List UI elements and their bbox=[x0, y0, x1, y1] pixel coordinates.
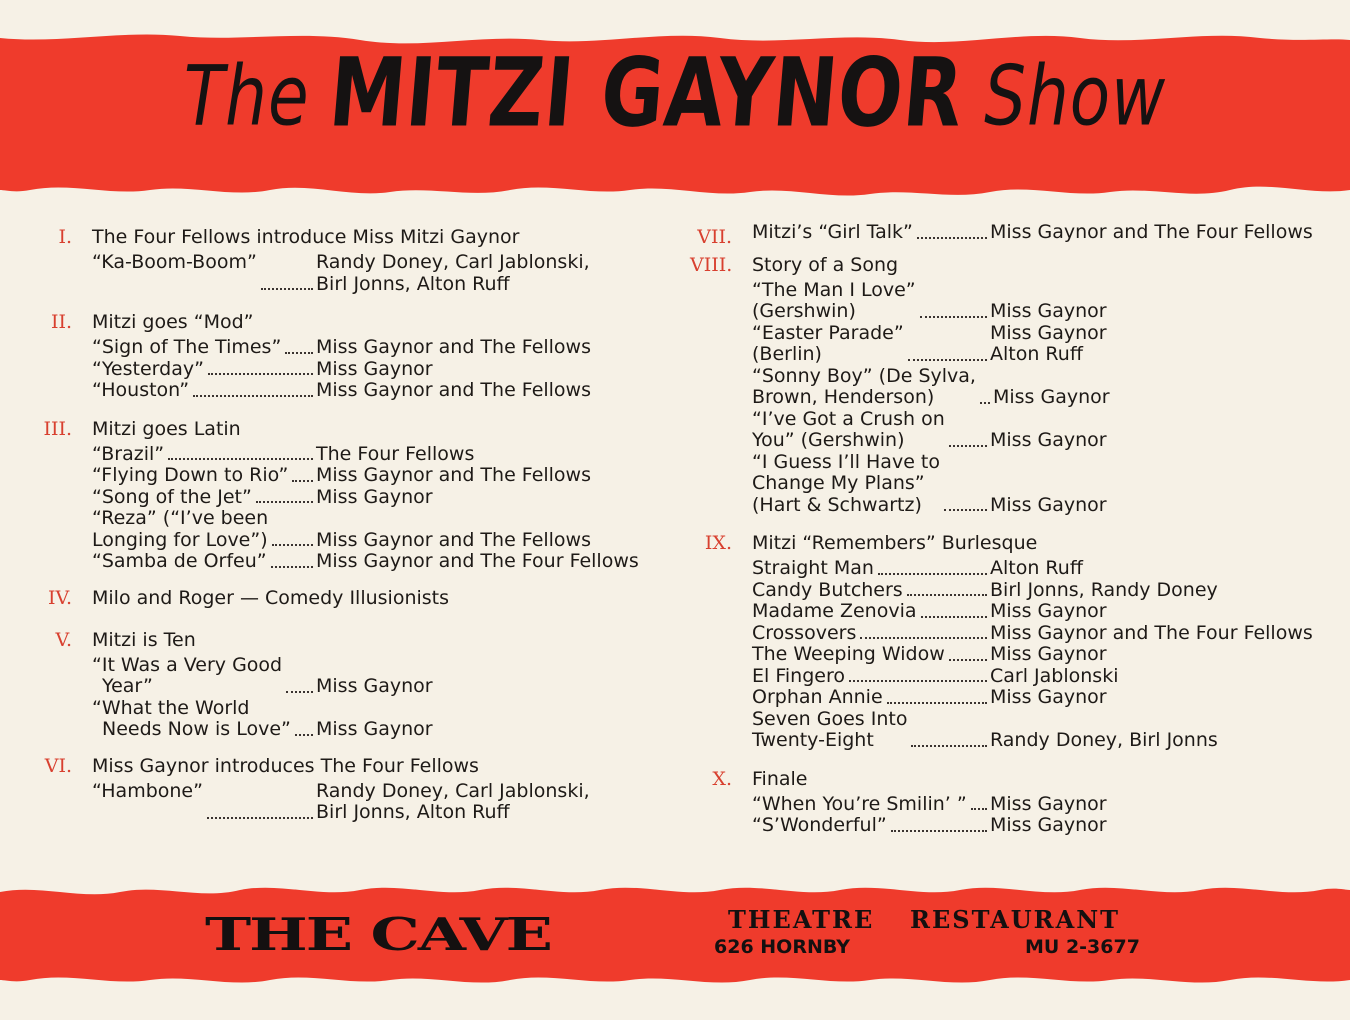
performer bbox=[316, 719, 660, 741]
section-numeral: X. bbox=[712, 767, 732, 790]
performer bbox=[990, 623, 1330, 645]
performer bbox=[316, 676, 660, 698]
program-entry bbox=[690, 280, 1330, 323]
dot-leader bbox=[891, 815, 987, 832]
song-line: “Easter Parade” bbox=[752, 321, 904, 344]
program-entry bbox=[690, 601, 1330, 623]
song-line: “I’ve Got a Crush on bbox=[752, 407, 945, 430]
song-title bbox=[752, 280, 916, 323]
song-line: “What the World bbox=[92, 696, 250, 719]
performer-line: Miss Gaynor and The Fellows bbox=[316, 528, 591, 551]
dot-leader bbox=[949, 644, 987, 661]
song-line: “I Guess I’ll Have to bbox=[752, 450, 940, 473]
bottom-red-banner bbox=[0, 888, 1350, 983]
performer-line: Miss Gaynor and The Fellows bbox=[316, 379, 591, 401]
performer bbox=[990, 815, 1330, 837]
performer bbox=[316, 465, 660, 487]
song-line: (Hart & Schwartz) bbox=[752, 493, 922, 516]
dot-leader bbox=[295, 698, 313, 736]
performer-line: The Four Fellows bbox=[316, 442, 475, 465]
performer-line: Alton Ruff bbox=[990, 343, 1083, 365]
song-title bbox=[752, 366, 976, 409]
program-entry bbox=[30, 337, 660, 359]
program-entry bbox=[690, 222, 1330, 244]
song-title bbox=[752, 644, 945, 666]
program-entry bbox=[30, 465, 660, 487]
song-title bbox=[92, 252, 257, 295]
song-line: “Reza” (“I’ve been bbox=[92, 507, 269, 529]
program-entry bbox=[690, 452, 1330, 517]
dot-leader bbox=[920, 280, 987, 318]
program-entry bbox=[690, 580, 1330, 602]
performer-line: Miss Gaynor bbox=[316, 675, 433, 697]
performer-line: Birl Jonns, Randy Doney bbox=[990, 578, 1218, 601]
performer-line: Miss Gaynor and The Fellows bbox=[316, 464, 591, 486]
dot-leader bbox=[285, 337, 313, 354]
song-line: (Gershwin) bbox=[752, 300, 856, 322]
dot-leader bbox=[208, 359, 313, 376]
section-header bbox=[690, 528, 1330, 558]
performer-line: Miss Gaynor bbox=[990, 321, 1107, 344]
song-line: Candy Butchers bbox=[752, 578, 903, 601]
dot-leader bbox=[944, 452, 987, 512]
song-line: Needs Now is Love” bbox=[102, 718, 291, 740]
song-title bbox=[752, 580, 903, 602]
performer-line: Randy Doney, Carl Jablonski, bbox=[316, 251, 590, 273]
footer-address: 626 HORNBY bbox=[714, 936, 851, 958]
section-header bbox=[690, 764, 1330, 794]
program-entry bbox=[690, 794, 1330, 816]
performer-line: Miss Gaynor bbox=[316, 718, 433, 740]
dot-leader bbox=[286, 655, 313, 693]
title-show: Show bbox=[984, 48, 1167, 145]
song-line: “The Man I Love” bbox=[752, 278, 916, 301]
program-entry bbox=[30, 380, 660, 402]
song-title bbox=[92, 337, 281, 359]
song-title bbox=[752, 666, 845, 688]
program-entry bbox=[30, 252, 660, 295]
section-title: Miss Gaynor introduces The Four Fellows bbox=[92, 754, 479, 777]
dot-leader bbox=[292, 465, 313, 482]
song-line: “Song of the Jet” bbox=[92, 485, 252, 508]
venue-logo: THE CAVE bbox=[205, 908, 551, 961]
performer bbox=[990, 794, 1330, 816]
program-entry bbox=[690, 623, 1330, 645]
performer-line: Carl Jablonski bbox=[990, 664, 1119, 687]
performer-line: Randy Doney, Carl Jablonski, bbox=[316, 779, 590, 802]
song-line: “Houston” bbox=[92, 379, 190, 401]
dot-leader bbox=[168, 444, 313, 461]
program-entry bbox=[30, 487, 660, 509]
song-title bbox=[752, 815, 887, 837]
dot-leader bbox=[911, 709, 987, 747]
performer-line: Miss Gaynor bbox=[992, 386, 1110, 408]
program-entry bbox=[690, 366, 1330, 409]
performer bbox=[990, 430, 1330, 452]
song-title bbox=[752, 794, 967, 816]
song-line: Orphan Annie bbox=[752, 686, 883, 708]
performer-line: Miss Gaynor bbox=[990, 643, 1107, 665]
dot-leader bbox=[949, 409, 987, 447]
dot-leader bbox=[271, 551, 313, 568]
song-title bbox=[92, 551, 267, 573]
performer bbox=[990, 666, 1330, 688]
performer-line: Miss Gaynor bbox=[990, 429, 1107, 451]
song-title bbox=[752, 452, 940, 517]
dot-leader bbox=[860, 623, 987, 640]
program-section bbox=[690, 250, 1330, 517]
dot-leader bbox=[921, 601, 987, 618]
song-title bbox=[752, 601, 917, 623]
performer bbox=[316, 252, 660, 295]
song-title bbox=[92, 487, 252, 509]
performer bbox=[316, 551, 660, 573]
song-line: Mitzi’s “Girl Talk” bbox=[752, 221, 913, 243]
performer bbox=[990, 601, 1330, 623]
song-line: “Flying Down to Rio” bbox=[92, 464, 289, 486]
song-line: Madame Zenovia bbox=[752, 600, 917, 622]
performer bbox=[990, 558, 1330, 580]
performer-line: Miss Gaynor bbox=[990, 493, 1107, 516]
song-line: Straight Man bbox=[752, 557, 874, 579]
program-entry bbox=[690, 409, 1330, 452]
performer bbox=[990, 687, 1330, 709]
program-entry bbox=[30, 444, 660, 466]
section-title: Story of a Song bbox=[752, 253, 899, 276]
performer bbox=[990, 580, 1330, 602]
song-line: Crossovers bbox=[752, 621, 857, 644]
song-line: “Yesterday” bbox=[92, 357, 204, 380]
program-section bbox=[690, 528, 1330, 752]
song-title bbox=[752, 323, 904, 366]
program-entry bbox=[690, 815, 1330, 837]
dot-leader bbox=[193, 380, 313, 397]
performer bbox=[316, 781, 660, 824]
song-line: The Weeping Widow bbox=[752, 643, 945, 665]
dot-leader bbox=[917, 222, 987, 239]
program-section bbox=[30, 307, 660, 402]
song-line: “Hambone” bbox=[92, 779, 203, 802]
performer-line: Birl Jonns, Alton Ruff bbox=[316, 801, 510, 823]
performer bbox=[316, 487, 660, 509]
program-entry bbox=[30, 359, 660, 381]
section-header bbox=[30, 307, 660, 337]
section-header bbox=[30, 222, 660, 252]
performer-line: Miss Gaynor and The Fellows bbox=[316, 336, 591, 358]
footer-phone: MU 2-3677 bbox=[1025, 936, 1140, 958]
song-line: Year” bbox=[102, 675, 153, 697]
song-line: “When You’re Smilin’ ” bbox=[752, 792, 967, 815]
section-numeral: II. bbox=[50, 311, 72, 333]
song-title bbox=[92, 380, 189, 402]
program-entry bbox=[30, 698, 660, 741]
section-header bbox=[30, 414, 660, 444]
performer bbox=[990, 495, 1330, 517]
song-title bbox=[752, 558, 874, 580]
performer-line: Alton Ruff bbox=[990, 557, 1083, 579]
dot-leader bbox=[272, 508, 313, 546]
performer bbox=[316, 380, 660, 402]
performer bbox=[316, 530, 660, 552]
section-header bbox=[30, 583, 660, 613]
program-section bbox=[30, 625, 660, 741]
song-title bbox=[92, 444, 164, 466]
song-title bbox=[92, 698, 291, 741]
performer-line: Miss Gaynor bbox=[316, 357, 433, 380]
performer-line: Randy Doney, Birl Jonns bbox=[990, 729, 1218, 751]
performer-line: Miss Gaynor bbox=[990, 792, 1107, 815]
section-header bbox=[30, 625, 660, 655]
program-entry bbox=[690, 687, 1330, 709]
song-line: “S’Wonderful” bbox=[752, 814, 887, 836]
song-line: “Sign of The Times” bbox=[92, 336, 282, 358]
song-line: Longing for Love”) bbox=[92, 528, 268, 551]
program-section bbox=[30, 414, 660, 573]
program-entry bbox=[30, 655, 660, 698]
program-section bbox=[690, 764, 1330, 837]
song-line: El Fingero bbox=[752, 664, 845, 687]
program-section bbox=[30, 583, 660, 613]
song-line: Brown, Henderson) bbox=[752, 386, 935, 408]
performer-line: Miss Gaynor and The Four Fellows bbox=[990, 621, 1313, 644]
section-title: Mitzi goes “Mod” bbox=[92, 311, 254, 333]
performer-line: Miss Gaynor bbox=[316, 485, 433, 508]
song-line: Change My Plans” bbox=[752, 472, 925, 494]
section-numeral: I. bbox=[58, 226, 72, 248]
performer bbox=[316, 359, 660, 381]
program-entry bbox=[690, 709, 1330, 752]
dot-leader bbox=[207, 781, 313, 819]
section-numeral: V. bbox=[55, 628, 72, 651]
section-title: Finale bbox=[752, 767, 808, 790]
dot-leader bbox=[261, 252, 313, 290]
dot-leader bbox=[878, 558, 987, 575]
song-line: “Ka-Boom-Boom” bbox=[92, 251, 257, 273]
section-title: Mitzi is Ten bbox=[92, 628, 196, 651]
song-title bbox=[92, 465, 288, 487]
performer bbox=[993, 387, 1333, 409]
performer-line: Miss Gaynor bbox=[990, 686, 1107, 708]
performer-line: Miss Gaynor and The Four Fellows bbox=[990, 221, 1313, 243]
dot-leader bbox=[907, 580, 987, 597]
section-numeral: VI. bbox=[44, 754, 72, 777]
song-line: Seven Goes Into bbox=[752, 707, 908, 730]
song-line: Twenty-Eight bbox=[752, 729, 874, 751]
song-title bbox=[92, 508, 268, 551]
program-entry bbox=[690, 323, 1330, 366]
program-right-column bbox=[690, 222, 1330, 837]
performer bbox=[990, 644, 1330, 666]
dot-leader bbox=[908, 323, 987, 361]
performer bbox=[990, 730, 1330, 752]
program-entry bbox=[30, 781, 660, 824]
program-entry bbox=[690, 666, 1330, 688]
performer bbox=[316, 337, 660, 359]
song-line: “Samba de Orfeu” bbox=[92, 550, 267, 572]
section-title: Mitzi goes Latin bbox=[92, 417, 241, 440]
song-title bbox=[752, 409, 945, 452]
section-numeral: VIII. bbox=[690, 253, 733, 276]
program-section bbox=[30, 751, 660, 824]
section-numeral: IX. bbox=[704, 532, 732, 554]
song-title bbox=[752, 222, 913, 244]
program-left-column bbox=[30, 222, 660, 824]
song-title bbox=[92, 781, 203, 824]
program-entry bbox=[30, 551, 660, 573]
dot-leader bbox=[256, 487, 313, 504]
song-title bbox=[752, 709, 907, 752]
footer-theatre: THEATRE bbox=[728, 905, 875, 934]
section-title: Mitzi “Remembers” Burlesque bbox=[752, 532, 1038, 554]
title-name: MITZI GAYNOR bbox=[325, 36, 969, 149]
performer-line: Miss Gaynor and The Four Fellows bbox=[316, 550, 639, 572]
show-title bbox=[0, 36, 1350, 149]
dot-leader bbox=[887, 687, 987, 704]
performer-line: Miss Gaynor bbox=[990, 300, 1107, 322]
song-title bbox=[752, 623, 856, 645]
section-title: Milo and Roger — Comedy Illusionists bbox=[92, 586, 450, 609]
section-header bbox=[690, 250, 1330, 280]
performer-line: Birl Jonns, Alton Ruff bbox=[316, 272, 510, 295]
dot-leader bbox=[971, 794, 987, 811]
section-numeral: IV. bbox=[48, 586, 72, 609]
song-line: (Berlin) bbox=[752, 343, 822, 365]
performer bbox=[990, 301, 1330, 323]
song-line: “Sonny Boy” (De Sylva, bbox=[752, 364, 976, 387]
song-title bbox=[92, 655, 282, 698]
section-numeral: VII. bbox=[697, 226, 732, 248]
program-entry bbox=[30, 508, 660, 551]
program-section bbox=[30, 222, 660, 295]
section-header bbox=[30, 751, 660, 781]
program-entry bbox=[690, 644, 1330, 666]
performer bbox=[990, 323, 1330, 366]
program-entry bbox=[690, 558, 1330, 580]
song-line: “It Was a Very Good bbox=[92, 653, 283, 676]
dot-leader bbox=[980, 366, 990, 404]
dot-leader bbox=[849, 666, 987, 683]
performer bbox=[990, 222, 1330, 244]
song-title bbox=[752, 687, 883, 709]
song-line: You” (Gershwin) bbox=[752, 429, 905, 451]
program-section bbox=[690, 221, 1330, 248]
section-numeral: III. bbox=[43, 417, 72, 440]
song-title bbox=[92, 359, 204, 381]
song-line: “Brazil” bbox=[92, 442, 165, 465]
performer bbox=[316, 444, 660, 466]
section-title: The Four Fellows introduce Miss Mitzi Gaynor bbox=[92, 226, 520, 248]
performer-line: Miss Gaynor bbox=[990, 814, 1107, 836]
title-the: The bbox=[183, 48, 310, 145]
performer-line: Miss Gaynor bbox=[990, 600, 1107, 622]
footer-restaurant: RESTAURANT bbox=[910, 905, 1121, 934]
